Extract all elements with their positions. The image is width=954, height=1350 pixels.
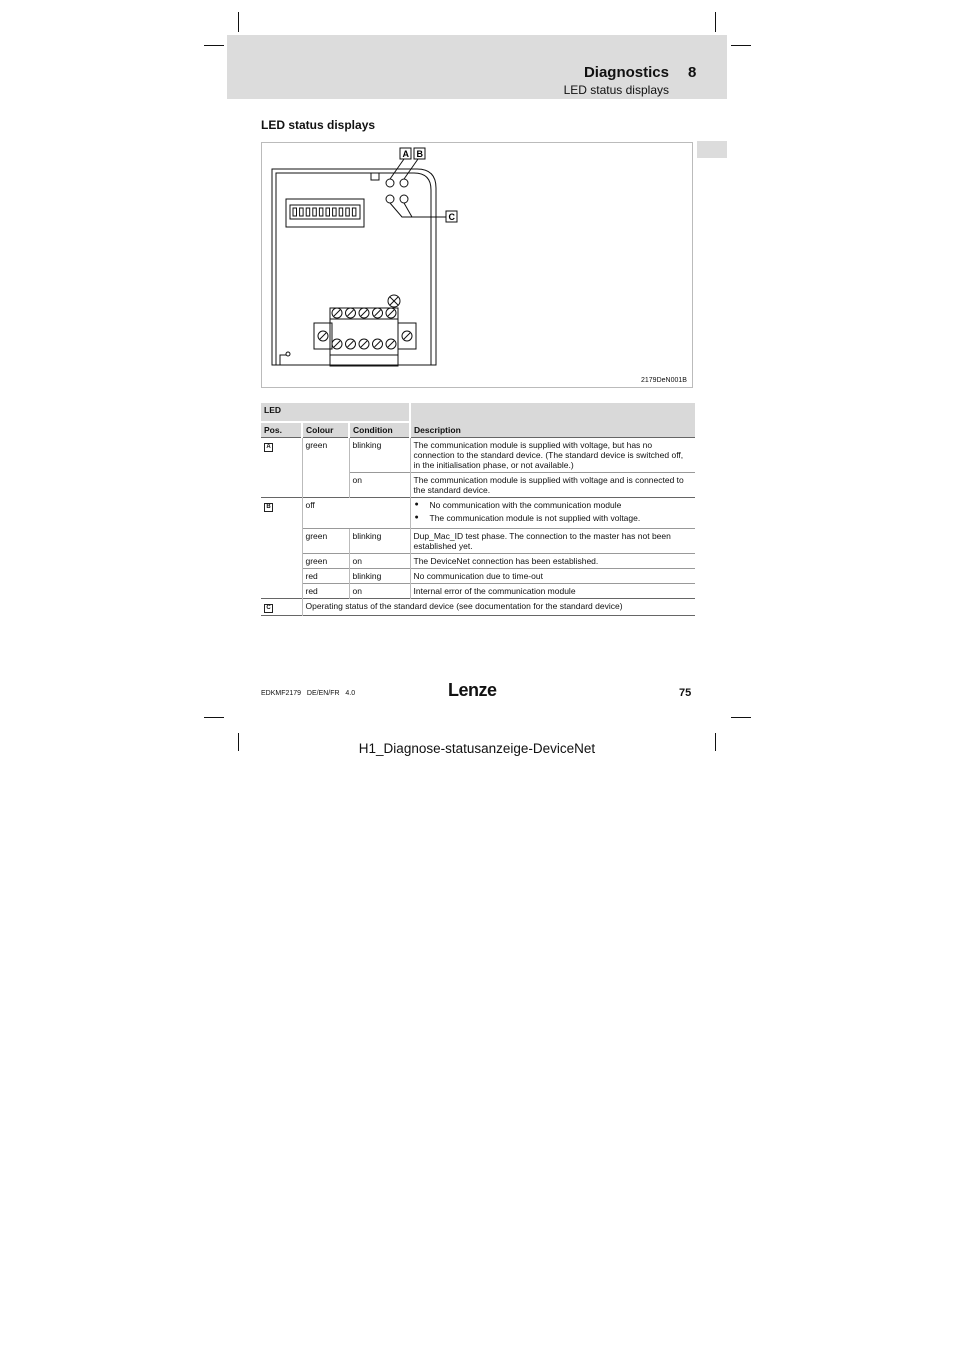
terminal-screw-slot — [388, 310, 394, 316]
table-row — [261, 554, 695, 569]
column-header-description: Description — [410, 403, 695, 438]
colour-cell: red — [302, 584, 349, 599]
table-group-header: LED — [261, 403, 410, 422]
condition-cell: blinking — [349, 529, 410, 554]
pos-badge-b: B — [264, 503, 273, 512]
description-cell: No communication due to time-out — [410, 569, 695, 584]
column-header-condition: Condition — [349, 422, 410, 438]
crop-mark — [731, 717, 751, 718]
chapter-tab — [697, 141, 727, 158]
image-caption: H1_Diagnose-statusanzeige-DeviceNet — [358, 741, 596, 756]
condition-cell: on — [349, 554, 410, 569]
colour-cell: green — [302, 438, 349, 498]
terminal-screw-slot — [388, 341, 394, 347]
table-row — [261, 584, 695, 599]
terminal-screw-slot — [334, 310, 340, 316]
terminal-screw-slot — [361, 341, 367, 347]
table-row — [261, 529, 695, 554]
label-a: A — [402, 149, 409, 159]
colour-cell: red — [302, 569, 349, 584]
description-cell: The DeviceNet connection has been established. — [410, 554, 695, 569]
dip-switch-segment — [300, 208, 304, 216]
terminal-screw-slot — [361, 310, 367, 316]
description-cell: Internal error of the communication module — [410, 584, 695, 599]
description-cell — [410, 498, 695, 529]
condition-cell: on — [349, 473, 410, 498]
dip-switch-segment — [313, 208, 317, 216]
description-cell: The communication module is supplied with voltage and is connected to the standard device. — [410, 473, 695, 498]
crop-mark — [238, 12, 239, 32]
table-row — [261, 599, 695, 616]
condition-cell: on — [349, 584, 410, 599]
table-row — [261, 438, 695, 473]
dip-switch-segment — [326, 208, 330, 216]
page-subtitle: LED status displays — [563, 83, 669, 97]
label-b: B — [416, 149, 423, 159]
section-title: LED status displays — [261, 118, 376, 132]
document-code: EDKMF2179 DE/EN/FR 4.0 — [261, 690, 356, 697]
terminal-screw-slot — [334, 341, 340, 347]
crop-mark — [204, 717, 224, 718]
condition-cell: blinking — [349, 438, 410, 473]
table-row — [261, 498, 695, 529]
device-drawing — [262, 143, 692, 387]
colour-cell: green — [302, 554, 349, 569]
page-number: 75 — [679, 687, 692, 699]
description-cell: Operating status of the standard device (see documentation for the standard device) — [302, 599, 695, 616]
column-header-pos: Pos. — [261, 422, 302, 438]
dip-switch-segment — [346, 208, 350, 216]
lenze-logo: Lenze — [448, 680, 497, 700]
device-figure — [261, 142, 693, 388]
chapter-number: 8 — [688, 64, 697, 81]
terminal-screw-slot — [348, 341, 354, 347]
bullet-item: ● The communication module is not supplied with voltage. — [414, 513, 693, 523]
dip-switch-segment — [319, 208, 323, 216]
bullet-item: ● No communication with the communication module — [414, 500, 693, 510]
crop-mark — [731, 45, 751, 46]
crop-mark — [715, 12, 716, 32]
description-cell: Dup_Mac_ID test phase. The connection to the master has not been established yet. — [410, 529, 695, 554]
condition-cell: blinking — [349, 569, 410, 584]
crop-mark — [204, 45, 224, 46]
pos-badge-a: A — [264, 443, 273, 452]
colour-cell: green — [302, 529, 349, 554]
description-cell: The communication module is supplied with voltage, but has no connection to the standard device. (The standard device is switched off, in the initialisation phase, or not available.) — [410, 438, 695, 473]
dip-switch-segment — [352, 208, 356, 216]
led-status-table — [261, 403, 695, 616]
terminal-screw-slot — [375, 341, 381, 347]
terminal-screw-slot — [375, 310, 381, 316]
dip-switch-segment — [339, 208, 343, 216]
page-title: Diagnostics — [583, 64, 669, 81]
colour-cell: off — [302, 498, 410, 529]
label-c: C — [448, 212, 455, 222]
table-row — [261, 569, 695, 584]
terminal-screw-slot — [348, 310, 354, 316]
column-header-colour: Colour — [302, 422, 349, 438]
dip-switch-segment — [306, 208, 310, 216]
figure-code: 2179DeN001B — [641, 377, 687, 384]
dip-switch-segment — [293, 208, 297, 216]
pos-badge-c: C — [264, 604, 273, 613]
dip-switch-segment — [333, 208, 337, 216]
